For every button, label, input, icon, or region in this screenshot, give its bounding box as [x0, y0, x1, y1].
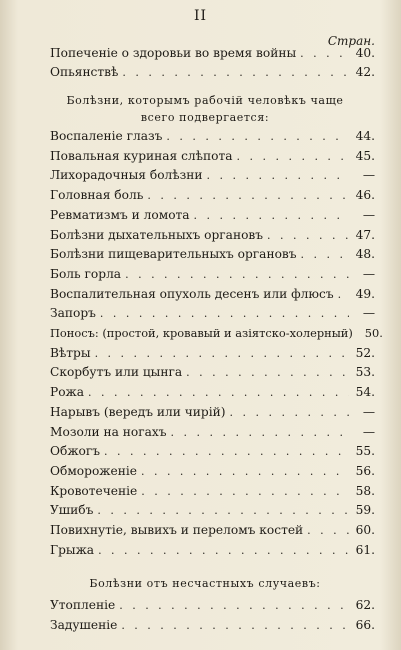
toc-entry [50, 65, 375, 84]
toc-entry-page: — [362, 207, 375, 222]
toc-entry-title: Грыжа [50, 542, 95, 557]
toc-entry-title: Воспалительная опухоль десенъ или флюсъ [50, 286, 334, 301]
dot-leader [88, 386, 349, 399]
toc-entry-page: — [362, 424, 375, 439]
toc-entry-title: Болѣзни пищеварительныхъ органовъ [50, 247, 297, 262]
toc-entry-page: 45. [355, 148, 375, 163]
dot-leader [125, 268, 349, 281]
dot-leader [171, 426, 349, 439]
toc-entry [50, 346, 375, 365]
toc-entry-page: 55. [355, 444, 375, 459]
toc-entry-page: 53. [355, 365, 375, 380]
toc-entry [50, 618, 375, 637]
toc-entry [50, 287, 375, 306]
toc-entry-page: 56. [355, 463, 375, 478]
toc-entry-page: — [362, 168, 375, 183]
toc-entry [50, 208, 375, 227]
toc-entry [50, 543, 375, 562]
toc-entry [50, 129, 375, 148]
toc-entry-title: Вѣтры [50, 345, 91, 360]
dot-leader [119, 599, 349, 612]
toc-entry-page: 54. [355, 385, 375, 400]
toc-entry [50, 484, 375, 503]
toc-entry-title: Повальная куриная слѣпота [50, 148, 233, 163]
dot-leader [141, 465, 349, 478]
toc-entry-title: Запоръ [50, 306, 96, 321]
toc-entry-title: Ушибъ [50, 503, 94, 518]
toc-entry-title: Задушеніе [50, 617, 118, 632]
toc-entry-page: 60. [355, 523, 375, 537]
toc-entry-page: 44. [355, 129, 375, 143]
dot-leader [301, 248, 349, 261]
toc-entry [50, 425, 375, 444]
page-number: II [193, 8, 208, 24]
dot-leader [236, 150, 349, 163]
toc-entry [50, 598, 375, 617]
dot-leader [98, 544, 349, 557]
dot-leader [229, 406, 349, 419]
toc-entry [50, 503, 375, 522]
dot-leader [122, 66, 349, 79]
toc-entry-page: — [362, 266, 375, 281]
dot-leader [307, 524, 349, 537]
toc-entry-title: Рожа [50, 385, 85, 400]
toc-entry-title: Попеченіе о здоровьи во время войны [50, 46, 297, 60]
toc-entry [50, 188, 375, 207]
dot-leader [166, 130, 349, 143]
toc-entry-title: Болѣзни дыхательныхъ органовъ [50, 227, 264, 242]
toc-entry-title: Кровотеченіе [50, 483, 138, 498]
dot-leader [338, 288, 349, 301]
dot-leader [141, 485, 349, 498]
dot-leader [207, 169, 349, 182]
toc-entry-page: 66. [355, 617, 375, 632]
toc-entry [50, 168, 375, 187]
toc-entry [50, 267, 375, 286]
dot-leader [186, 366, 349, 379]
dot-leader [95, 347, 349, 360]
toc-entry-title: Мозоли на ногахъ [50, 424, 167, 439]
section-heading-line: всего подвергается: [140, 111, 270, 124]
toc-entry-page: — [362, 306, 375, 321]
toc-entry-title: Опьянствѣ [50, 65, 119, 79]
toc-entry-title: Обмороженіе [50, 463, 137, 478]
dot-leader [121, 619, 349, 632]
toc-entry-page: 42. [355, 65, 375, 79]
dot-leader [147, 189, 349, 202]
section-heading-line: Болѣзни, которымъ рабочій человѣкъ чаще [66, 94, 344, 107]
toc-entry [50, 464, 375, 483]
toc-entry-title: Скорбутъ или цынга [50, 365, 183, 380]
page-column-header: Стран. [327, 34, 375, 48]
toc-entry-title: Воспаленіе глазъ [50, 129, 163, 143]
dot-leader [194, 209, 349, 222]
toc-entry-page: 52. [355, 345, 375, 360]
toc-entry-title: Поносъ: (простой, кровавый и азіятско-холерный) [50, 326, 353, 340]
toc-entry-page: 46. [355, 188, 375, 203]
toc-entry-title: Утопленіе [50, 598, 116, 612]
toc-entry [50, 365, 375, 384]
toc-entry-title: Боль горла [50, 266, 122, 281]
toc-entry [50, 46, 375, 65]
section-heading [40, 92, 370, 126]
toc-entry [50, 306, 375, 325]
toc-entry [50, 523, 375, 542]
toc-entry-title: Лихорадочныя болѣзни [50, 168, 203, 183]
toc-entry-page: 59. [355, 503, 375, 518]
dot-leader [100, 307, 349, 320]
dot-leader [97, 504, 349, 517]
toc-entry [50, 405, 375, 424]
toc-entry [50, 444, 375, 463]
toc-entry-title: Обжогъ [50, 444, 101, 459]
dot-leader [104, 445, 349, 458]
toc-entry-page: 62. [355, 598, 375, 612]
toc-entry [50, 228, 375, 247]
dot-leader [300, 47, 349, 60]
toc-entry [50, 385, 375, 404]
section-heading: Болѣзни отъ несчастныхъ случаевъ: [89, 577, 321, 590]
toc-entry-title: Ревматизмъ и ломота [50, 207, 190, 222]
dot-leader [267, 229, 349, 242]
toc-entry-page: — [362, 404, 375, 419]
toc-entry-page: 58. [355, 483, 375, 498]
toc-entry-page: 50. [364, 326, 383, 340]
toc-entry-page: 49. [355, 286, 375, 301]
toc-entry-title: Повихнутіе, вывихъ и переломъ костей [50, 523, 304, 537]
toc-entry-page: 61. [355, 542, 375, 557]
toc-entry [50, 149, 375, 168]
toc-entry-title: Нарывъ (вередъ или чирій) [50, 404, 226, 419]
toc-entry-page: 40. [355, 46, 375, 60]
toc-entry-title: Головная боль [50, 188, 144, 203]
toc-entry-page: 48. [355, 247, 375, 262]
toc-entry [50, 247, 375, 266]
toc-entry-page: 47. [355, 227, 375, 242]
toc-entry [50, 326, 383, 345]
